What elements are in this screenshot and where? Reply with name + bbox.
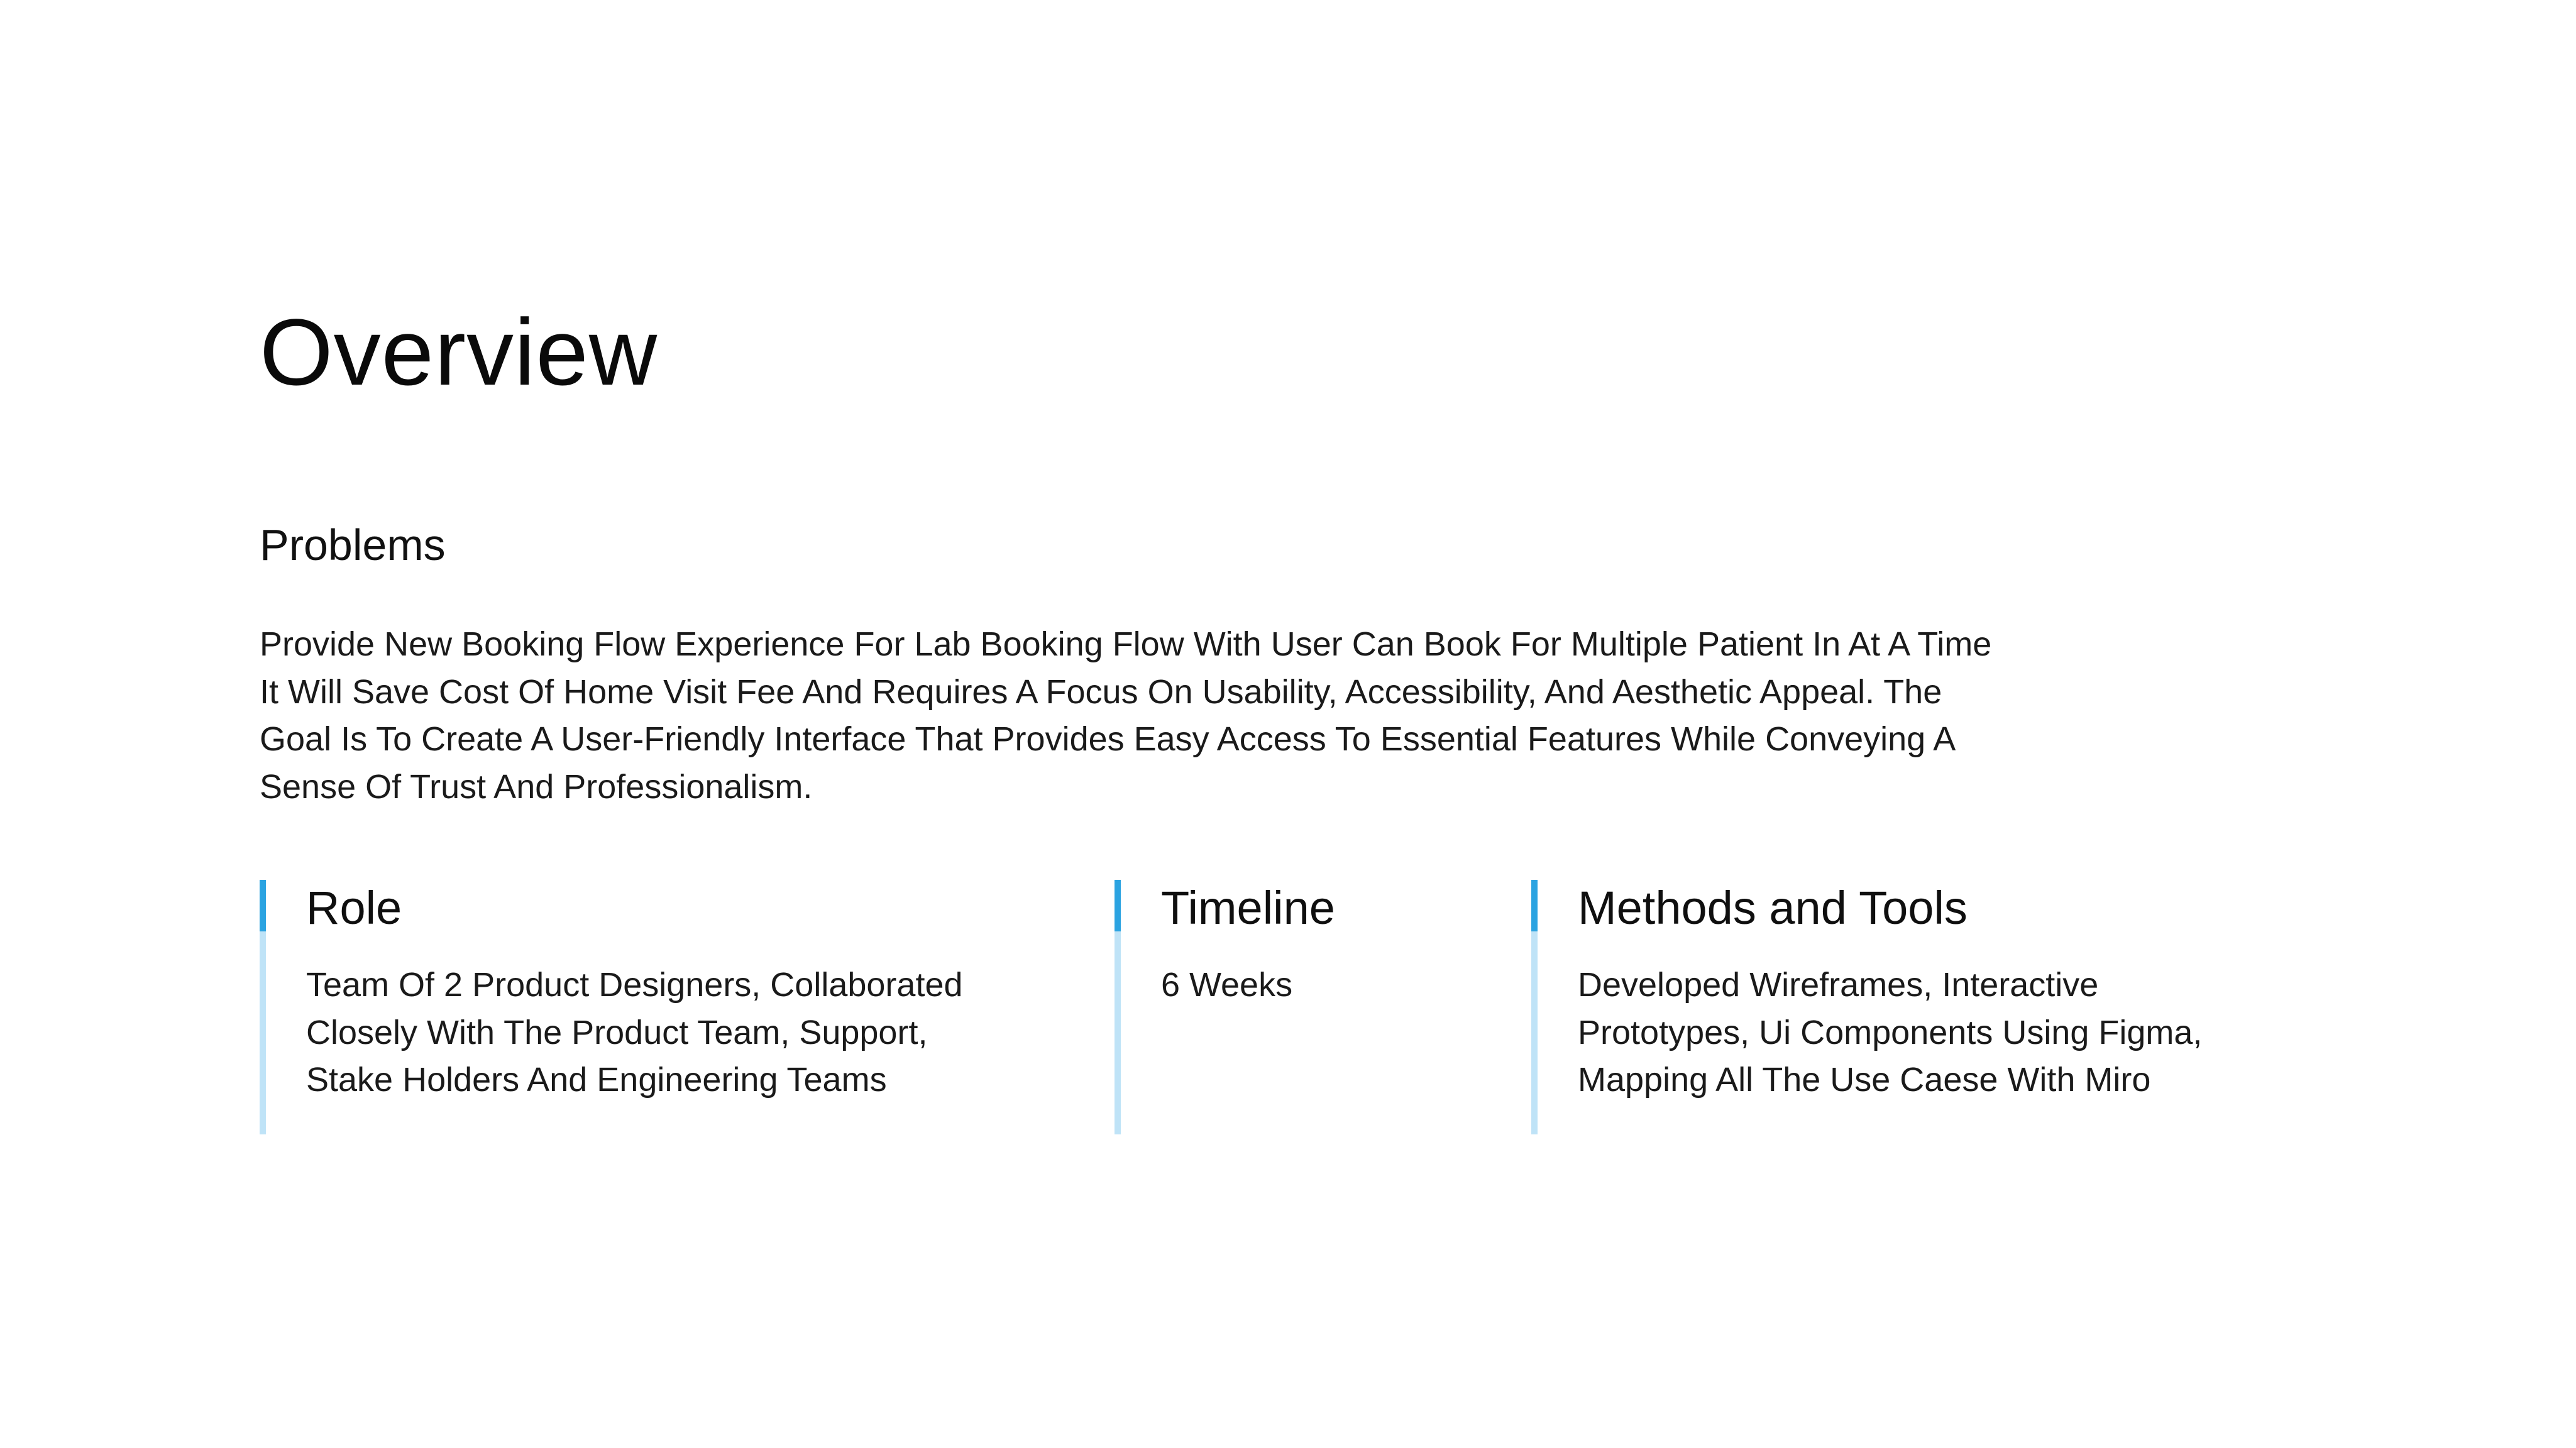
role-section xyxy=(260,880,1096,1134)
timeline-section xyxy=(1115,880,1517,1134)
problems-description: Provide New Booking Flow Experience For Lab Booking Flow With User Can Book For Multiple Patient In At A Time It Will Save Cost Of Home Visit Fee And Requires A Focus On Usability, Accessibility, And Aesthetic Appeal. The Goal Is To Create A User-Friendly Interface That Provides Easy Access To Essential Features While Conveying A Sense Of Trust And Professionalism. xyxy=(260,625,1992,806)
timeline-accent-bar xyxy=(1115,880,1121,1134)
methods-description: Developed Wireframes, Interactive Prototypes, Ui Components Using Figma, Mapping All The Use Caese With Miro xyxy=(1578,966,2203,1099)
methods-accent-bar xyxy=(1531,880,1538,1134)
role-accent-bar xyxy=(260,880,266,1134)
timeline-title: Timeline xyxy=(1161,882,1335,934)
methods-section xyxy=(1531,880,2323,1134)
role-title: Role xyxy=(306,882,402,934)
role-description: Team Of 2 Product Designers, Collaborated Closely With The Product Team, Support, Stake Holders And Engineering Teams xyxy=(306,966,963,1099)
problems-heading: Problems xyxy=(260,520,446,569)
timeline-duration: 6 Weeks xyxy=(1161,966,1293,1004)
page-title: Overview xyxy=(260,299,658,405)
methods-title: Methods and Tools xyxy=(1578,882,1968,934)
